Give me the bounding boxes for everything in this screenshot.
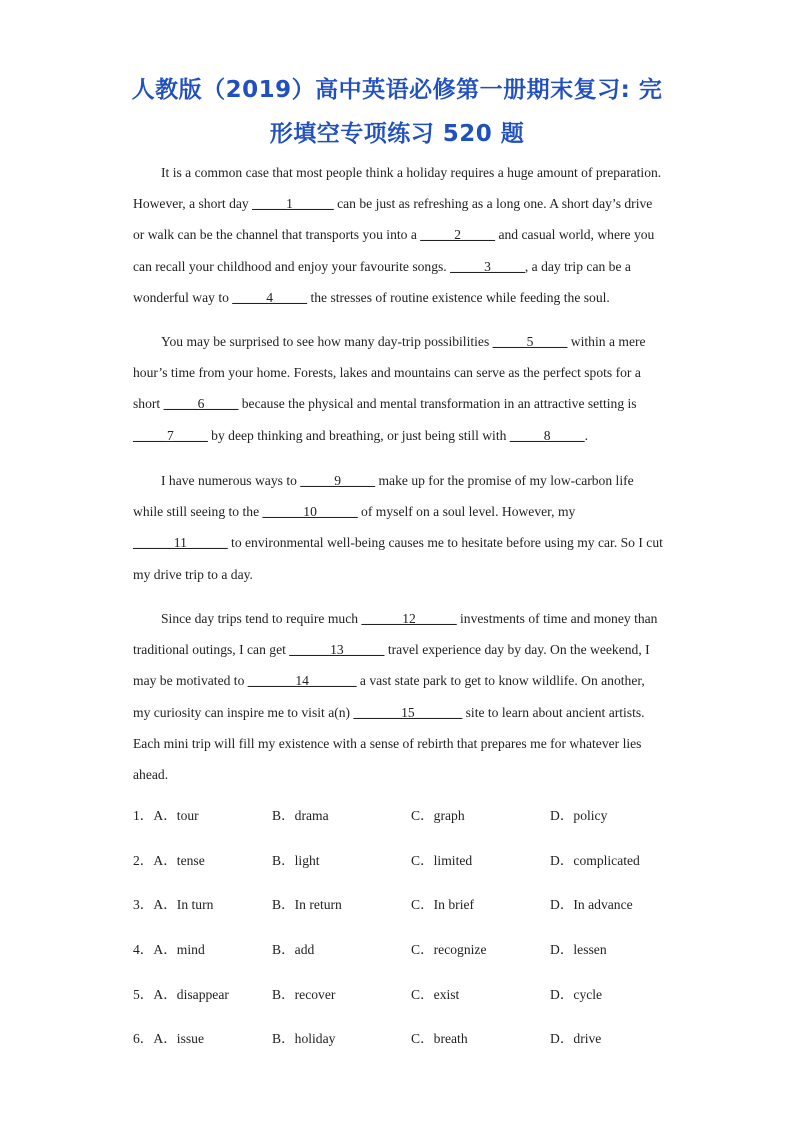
question-row xyxy=(133,1027,693,1072)
passage-text: by deep thinking and breathing, or just being still with xyxy=(207,427,510,443)
passage-text: You may be surprised to see how many day-trip possibilities xyxy=(161,334,493,349)
passage-paragraph-2 xyxy=(133,326,663,451)
option-text: A．mind xyxy=(153,942,205,958)
answer-blank: ______11______ xyxy=(133,535,228,551)
answer-blank: _____5_____ xyxy=(492,334,568,349)
answer-option xyxy=(550,938,689,958)
option-text: C．recognize xyxy=(411,942,487,958)
option-text: A．tour xyxy=(153,808,199,823)
answer-option xyxy=(550,804,689,824)
passage-text: site to learn about ancient artists. Each mini trip will fill my existence with a sense of rebirth that prepares me for whatever lies ahead. xyxy=(133,704,645,783)
option-text: D．drive xyxy=(550,1031,602,1047)
question-number: 1． xyxy=(133,808,154,823)
answer-option xyxy=(272,893,411,913)
option-text: A．tense xyxy=(153,852,205,868)
answer-option xyxy=(133,983,272,1003)
answer-option xyxy=(272,804,411,824)
answer-option xyxy=(550,1027,689,1047)
option-text: C．exist xyxy=(411,986,460,1002)
answer-option xyxy=(411,938,550,958)
option-text: C．limited xyxy=(411,852,473,868)
passage-text: of myself on a soul level. However, my xyxy=(357,504,576,520)
option-text: B．recover xyxy=(272,986,336,1002)
option-text: D．lessen xyxy=(550,942,607,958)
passage-text: can be just as refreshing as a long one. A short day’s drive or walk can be the channel that transports you into a xyxy=(133,196,653,243)
answer-blank: ______12______ xyxy=(361,611,457,626)
option-text: B．light xyxy=(272,852,320,868)
question-row xyxy=(133,938,693,983)
question-number: 3． xyxy=(133,897,154,913)
option-text: D．complicated xyxy=(550,852,640,868)
option-text: A．disappear xyxy=(153,986,229,1002)
option-text: B．In return xyxy=(272,897,342,913)
answer-option xyxy=(272,849,411,869)
passage-text: Since day trips tend to require much xyxy=(161,611,362,626)
answer-option xyxy=(411,1027,550,1047)
option-text: D．cycle xyxy=(550,986,603,1002)
option-text: D．policy xyxy=(550,808,608,823)
answer-blank: ______10______ xyxy=(262,504,358,520)
passage-text: make up for the promise of my low-carbon life while still seeing to the xyxy=(133,473,634,520)
answer-option xyxy=(133,893,272,913)
answer-blank: _______14_______ xyxy=(247,673,357,689)
answer-option xyxy=(550,849,689,869)
option-text: B．add xyxy=(272,942,315,958)
answer-option xyxy=(133,804,272,824)
passage-text: . xyxy=(584,427,588,443)
passage-text: travel experience day by day. On the weekend, I may be motivated to xyxy=(133,642,650,689)
question-options-list xyxy=(133,804,693,1072)
passage-text: and casual world, where you can recall your childhood and enjoy your favourite songs. xyxy=(133,227,655,274)
answer-blank: _____7_____ xyxy=(133,427,208,443)
passage-text: , a day trip can be a wonderful way to xyxy=(133,258,631,305)
option-text: D．In advance xyxy=(550,897,633,913)
passage-paragraph-4 xyxy=(133,603,663,790)
passage-paragraph-3 xyxy=(133,465,663,590)
question-number: 4． xyxy=(133,942,154,958)
passage-text: I have numerous ways to xyxy=(161,473,301,488)
question-row xyxy=(133,983,693,1028)
answer-blank: ______13______ xyxy=(289,642,385,658)
passage-text: investments of time and money than traditional outings, I can get xyxy=(133,611,658,658)
option-text: B．holiday xyxy=(272,1031,336,1047)
answer-blank: _____9_____ xyxy=(300,473,376,488)
question-row xyxy=(133,804,693,849)
answer-option xyxy=(133,938,272,958)
passage-text: because the physical and mental transformation in an attractive setting is xyxy=(238,396,637,412)
option-text: C．breath xyxy=(411,1031,468,1047)
passage-paragraph-1 xyxy=(133,157,663,313)
question-number: 2． xyxy=(133,852,154,868)
passage-text: a vast state park to get to know wildlife. On another, my curiosity can inspire me to visit a(n) xyxy=(133,673,645,720)
option-text: C．graph xyxy=(411,808,465,823)
question-row xyxy=(133,849,693,894)
answer-option xyxy=(411,983,550,1003)
answer-blank: _____8_____ xyxy=(509,427,585,443)
answer-option xyxy=(133,1027,272,1047)
answer-option xyxy=(272,983,411,1003)
option-text: A．issue xyxy=(153,1031,204,1047)
answer-option xyxy=(411,893,550,913)
passage-text: to environmental well-being causes me to hesitate before using my car. So I cut my drive trip to a day. xyxy=(133,535,663,582)
option-text: B．drama xyxy=(272,808,329,823)
answer-option xyxy=(272,1027,411,1047)
answer-option xyxy=(550,893,689,913)
answer-option xyxy=(411,849,550,869)
document-title xyxy=(120,68,674,156)
answer-option xyxy=(411,804,550,824)
answer-blank: _____3_____ xyxy=(450,258,525,274)
passage-text: It is a common case that most people think a holiday requires a huge amount of preparation. However, a short day xyxy=(133,165,662,212)
answer-blank: _____6_____ xyxy=(163,396,239,412)
answer-option xyxy=(272,938,411,958)
title-line-2: 形填空专项练习 520 题 xyxy=(269,121,525,147)
answer-option xyxy=(133,849,272,869)
passage-text: within a mere hour’s time from your home. Forests, lakes and mountains can serve as the perfect spots for a short xyxy=(133,334,646,412)
passage-text: the stresses of routine existence while feeding the soul. xyxy=(307,289,610,305)
question-number: 5． xyxy=(133,986,154,1002)
option-text: A．In turn xyxy=(153,897,214,913)
answer-blank: _______15_______ xyxy=(353,704,463,720)
answer-option xyxy=(550,983,689,1003)
question-number: 6． xyxy=(133,1031,154,1047)
answer-blank: _____2_____ xyxy=(420,227,496,243)
question-row xyxy=(133,893,693,938)
answer-blank: _____4_____ xyxy=(232,289,308,305)
title-line-1: 人教版（2019）高中英语必修第一册期末复习: 完 xyxy=(131,77,663,103)
answer-blank: _____1______ xyxy=(252,196,334,212)
option-text: C．In brief xyxy=(411,897,475,913)
